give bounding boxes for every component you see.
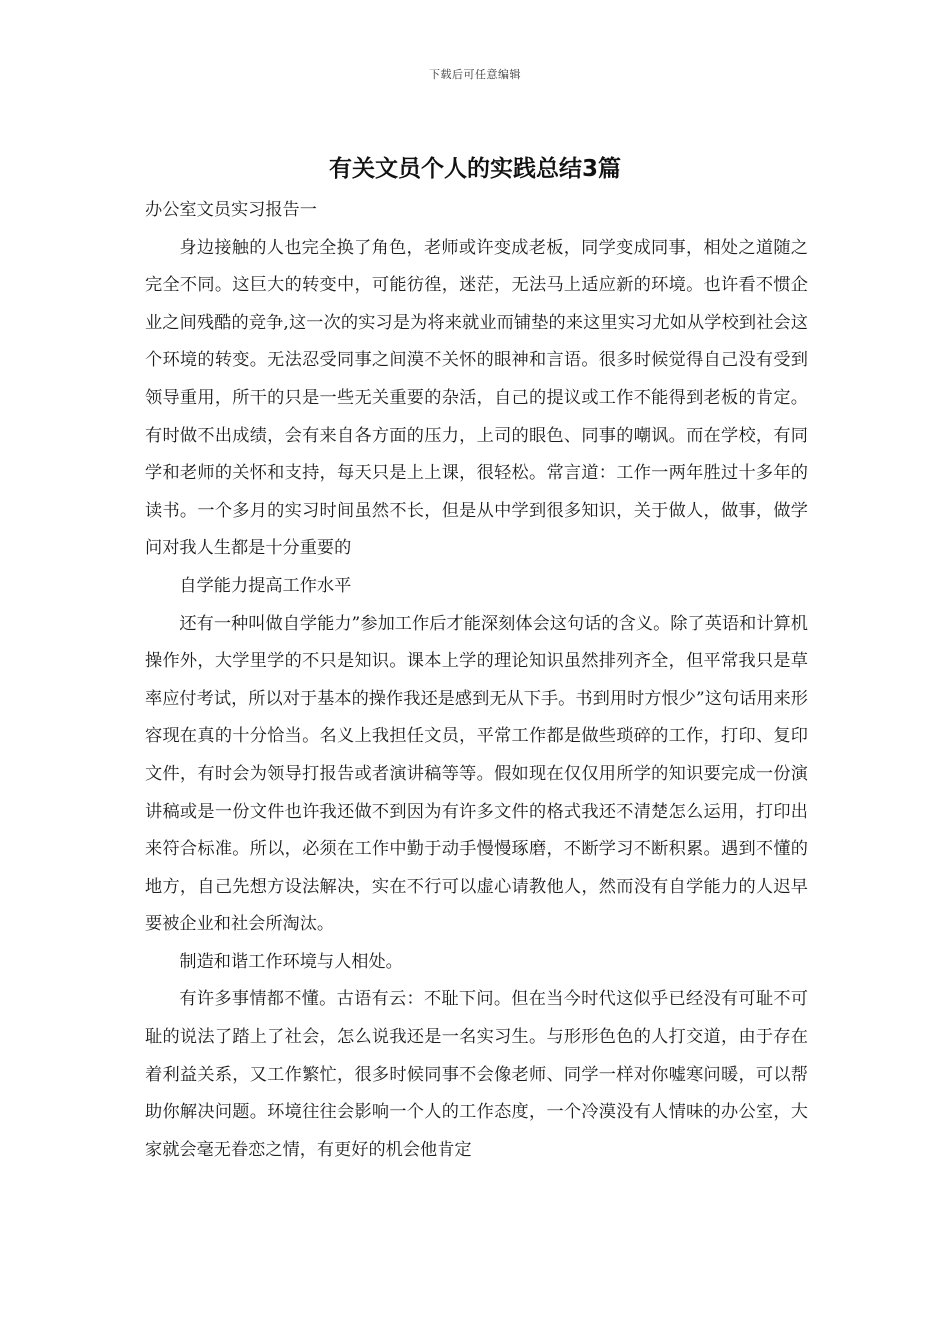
body-paragraph: 还有一种叫做自学能力”参加工作后才能深刻体会这句话的含义。除了英语和计算机操作外，大学里学的不只是知识。课本上学的理论知识虽然排列齐全，但平常我只是草率应付考试，所以对于基本的操作我还是感到无从下手。书到用时方恨少”这句话用来形容现在真的十分恰当。名义上我担任文员，平常工作都是做些琐碎的工作，打印、复印文件，有时会为领导打报告或者演讲稿等等。假如现在仅仅用所学的知识要完成一份演讲稿或是一份文件也许我还做不到因为有许多文件的格式我还不清楚怎么运用，打印出来符合标准。所以，必须在工作中勤于动手慢慢琢磨，不断学习不断积累。遇到不懂的地方，自己先想方设法解决，实在不行可以虚心请教他人，然而没有自学能力的人迟早要被企业和社会所淘汰。 (145, 613, 808, 935)
section-heading: 办公室文员实习报告一 (145, 200, 317, 220)
page-header-note: 下载后可任意编辑 (429, 68, 521, 81)
body-paragraph: 有许多事情都不懂。古语有云：不耻下问。但在当今时代这似乎已经没有可耻不可耻的说法了踏上了社会，怎么说我还是一名实习生。与形形色色的人打交道，由于存在着利益关系，又工作繁忙，很多时候同事不会像老师、同学一样对你嘘寒问暖，可以帮助你解决问题。环境往往会影响一个人的工作态度，一个冷漠没有人情味的办公室，大家就会毫无眷恋之情，有更好的机会他肯定 (145, 989, 808, 1160)
subsection-heading: 制造和谐工作环境与人相处。 (179, 951, 403, 972)
document-body (145, 192, 808, 1169)
body-paragraph: 身边接触的人也完全换了角色，老师或许变成老板，同学变成同事，相处之道随之完全不同。这巨大的转变中，可能彷徨，迷茫，无法马上适应新的环境。也许看不惯企业之间残酷的竞争,这一次的实习是为将来就业而铺垫的来这里实习尤如从学校到社会这个环境的转变。无法忍受同事之间漠不关怀的眼神和言语。很多时候觉得自己没有受到领导重用，所干的只是一些无关重要的杂活，自己的提议或工作不能得到老板的肯定。有时做不出成绩，会有来自各方面的压力，上司的眼色、同事的嘲讽。而在学校，有同学和老师的关怀和支持，每天只是上上课，很轻松。常言道：工作一两年胜过十多年的读书。一个多月的实习时间虽然不长，但是从中学到很多知识，关于做人，做事，做学问对我人生都是十分重要的 (145, 237, 808, 559)
document-title: 有关文员个人的实践总结3篇 (328, 156, 621, 182)
subsection-heading: 自学能力提高工作水平 (179, 575, 352, 596)
